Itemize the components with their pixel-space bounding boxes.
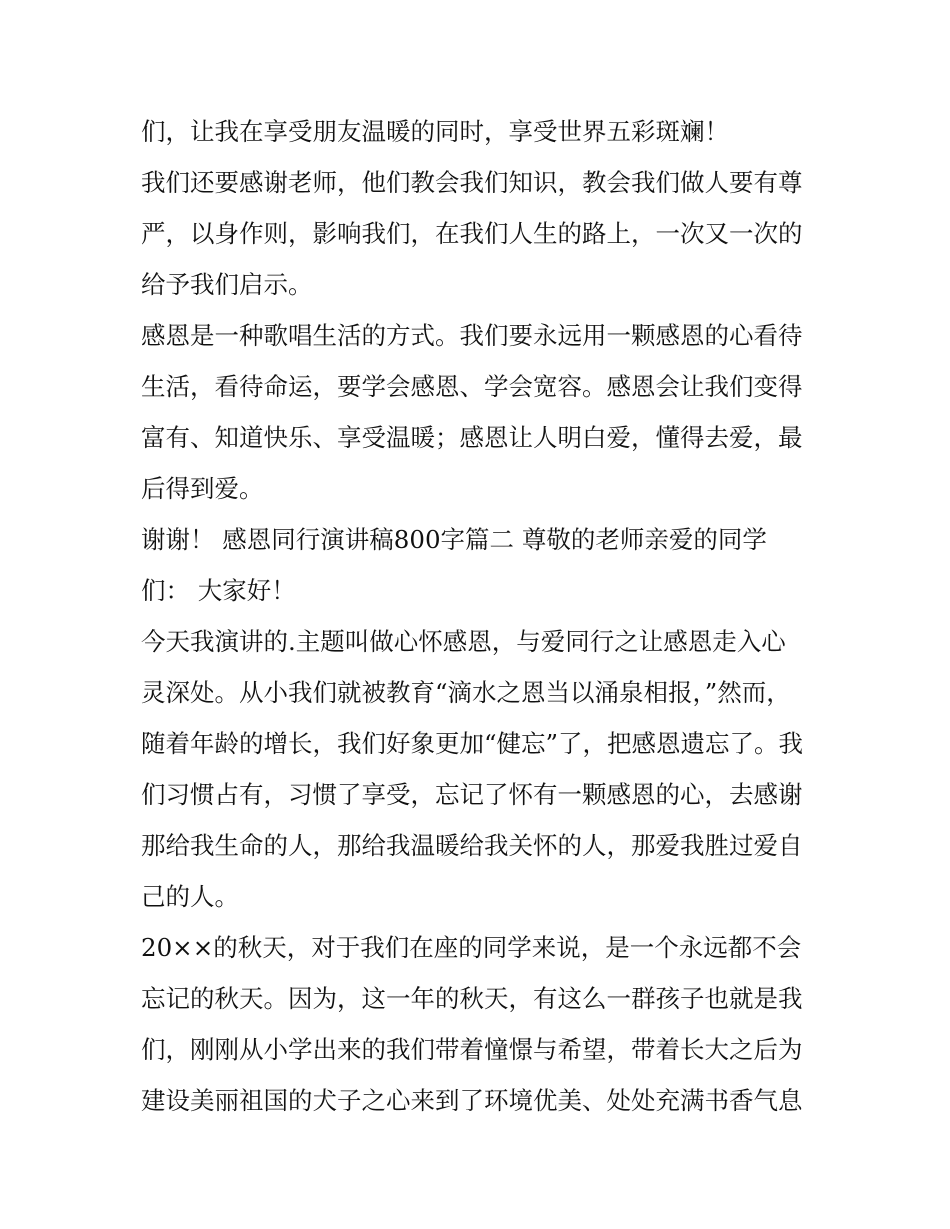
text-line: 给予我们启示。 [141, 270, 313, 299]
text-line: 们习惯占有，习惯了享受，忘记了怀有一颗感恩的心，去感谢 [141, 780, 803, 809]
text-line: 严，以身作则，影响我们，在我们人生的路上，一次又一次的 [141, 219, 803, 248]
text-line: 忘记的秋天。因为，这一年的秋天，有这么一群孩子也就是我 [141, 984, 803, 1013]
text-line: 建设美丽祖国的犬子之心来到了环境优美、处处充满书香气息 [141, 1086, 803, 1115]
text-line: 今天我演讲的.主题叫做心怀感恩，与爱同行之让感恩走入心 [141, 627, 786, 656]
text-line: 生活，看待命运，要学会感恩、学会宽容。感恩会让我们变得 [141, 372, 803, 401]
text-line: 20××的秋天，对于我们在座的同学来说，是一个永远都不会 [141, 933, 802, 962]
text-line: 谢谢！ 感恩同行演讲稿800字篇二 尊敬的老师亲爱的同学 [141, 525, 767, 554]
text-line: 那给我生命的人，那给我温暖给我关怀的人，那爱我胜过爱自 [141, 831, 803, 860]
text-line: 们，刚刚从小学出来的我们带着憧憬与希望，带着长大之后为 [141, 1035, 803, 1064]
text-line: 我们还要感谢老师，他们教会我们知识，教会我们做人要有尊 [141, 168, 803, 197]
text-line: 己的人。 [141, 882, 239, 911]
text-line: 富有、知道快乐、享受温暖；感恩让人明白爱，懂得去爱，最 [141, 423, 803, 452]
text-line: 们，让我在享受朋友温暖的同时，享受世界五彩斑斓！ [141, 117, 729, 146]
text-line: 感恩是一种歌唱生活的方式。我们要永远用一颗感恩的心看待 [141, 321, 803, 350]
text-line: 们： 大家好！ [141, 576, 296, 605]
text-line: 随着年龄的增长，我们好象更加“健忘”了，把感恩遗忘了。我 [141, 729, 804, 758]
text-line: 灵深处。从小我们就被教育“滴水之恩当以涌泉相报，”然而， [141, 678, 791, 707]
body-text [141, 106, 821, 1126]
text-line: 后得到爱。 [141, 474, 264, 503]
